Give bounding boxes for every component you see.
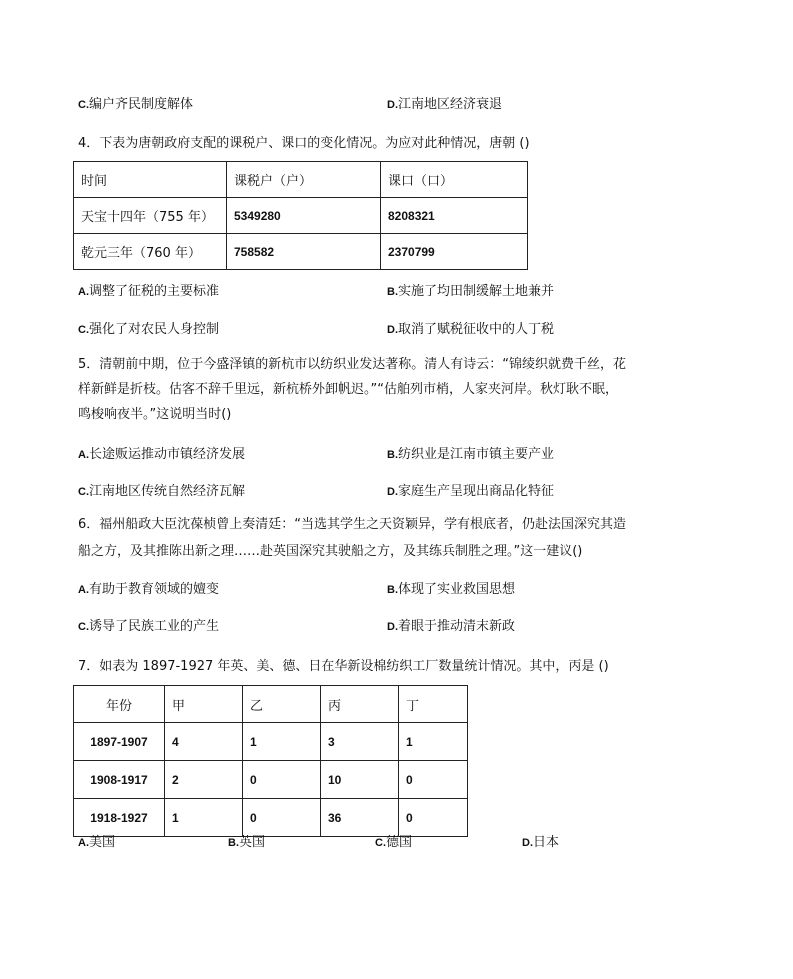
table-header-cell: 乙 xyxy=(243,686,321,723)
table-cell: 天宝十四年（755 年） xyxy=(74,198,227,234)
table-cell: 2370799 xyxy=(381,234,528,270)
table-cell: 4 xyxy=(165,723,243,761)
table-cell: 乾元三年（760 年） xyxy=(74,234,227,270)
q7-option-d: D.日本 xyxy=(522,835,560,850)
q7-option-a: A.美国 xyxy=(78,835,116,850)
table-header-cell: 课口（口） xyxy=(381,162,528,198)
table-cell: 1897-1907 xyxy=(74,723,165,761)
q4-option-d: D.取消了赋税征收中的人丁税 xyxy=(387,322,555,337)
table-cell: 36 xyxy=(321,799,399,837)
q5-option-b: B.纺织业是江南市镇主要产业 xyxy=(387,447,555,462)
table-cell: 1908-1917 xyxy=(74,761,165,799)
table-cell: 3 xyxy=(321,723,399,761)
table-header-row xyxy=(74,686,468,723)
q3-option-c: C.编户齐民制度解体 xyxy=(78,97,194,112)
table-row xyxy=(74,799,468,837)
q4-option-c: C.强化了对农民人身控制 xyxy=(78,322,220,337)
q6-stem-line1: 6．福州船政大臣沈葆桢曾上奏清廷：“当选其学生之天资颖异，学有根底者，仍赴法国深究其造 xyxy=(78,517,627,532)
q7-stem: 7．如表为 1897-1927 年英、美、德、日在华新设棉纺织工厂数量统计情况。其中，丙是 () xyxy=(78,659,609,674)
table-header-cell: 甲 xyxy=(165,686,243,723)
table-cell: 0 xyxy=(243,761,321,799)
table-cell: 0 xyxy=(399,761,468,799)
q5-option-d: D.家庭生产呈现出商品化特征 xyxy=(387,484,555,499)
q6-option-d: D.着眼于推动清末新政 xyxy=(387,619,516,634)
q5-option-a: A.长途贩运推动市镇经济发展 xyxy=(78,447,246,462)
q7-option-b: B.英国 xyxy=(228,835,266,850)
table-cell: 1 xyxy=(243,723,321,761)
table-cell: 10 xyxy=(321,761,399,799)
table-header-cell: 丙 xyxy=(321,686,399,723)
q4-option-b: B.实施了均田制缓解土地兼并 xyxy=(387,284,555,299)
q6-option-c: C.诱导了民族工业的产生 xyxy=(78,619,220,634)
table-cell: 758582 xyxy=(227,234,381,270)
q5-option-c: C.江南地区传统自然经济瓦解 xyxy=(78,484,246,499)
q5-stem-line3: 鸣梭响夜半。”这说明当时() xyxy=(78,407,232,422)
q4-stem: 4．下表为唐朝政府支配的课税户、课口的变化情况。为应对此种情况，唐朝 () xyxy=(78,136,530,151)
table-cell: 1 xyxy=(165,799,243,837)
table-row xyxy=(74,234,528,270)
q4-option-a: A.调整了征税的主要标准 xyxy=(78,284,220,299)
table-cell: 5349280 xyxy=(227,198,381,234)
q5-stem-line1: 5．清朝前中期，位于今盛泽镇的新杭市以纺织业发达著称。清人有诗云：“锦绫织就费千丝，花 xyxy=(78,357,627,372)
table-row xyxy=(74,723,468,761)
table-cell: 2 xyxy=(165,761,243,799)
q6-option-b: B.体现了实业救国思想 xyxy=(387,582,516,597)
q6-option-a: A.有助于教育领域的嬗变 xyxy=(78,582,220,597)
table-header-row xyxy=(74,162,528,198)
table-cell: 0 xyxy=(399,799,468,837)
table-cell: 1 xyxy=(399,723,468,761)
table-row xyxy=(74,198,528,234)
table-header-cell: 年份 xyxy=(74,686,165,723)
q6-stem-line2: 船之方，及其推陈出新之理……赴英国深究其驶船之方，及其练兵制胜之理。”这一建议() xyxy=(78,544,583,559)
table-cell: 8208321 xyxy=(381,198,528,234)
table-header-cell: 课税户（户） xyxy=(227,162,381,198)
q7-option-c: C.德国 xyxy=(375,835,413,850)
q5-stem-line2: 样新鲜是折枝。估客不辞千里远，新杭桥外卸帆迟。”“估舶列市梢，人家夹河岸。秋灯耿不眠， xyxy=(78,382,618,397)
q3-option-d: D.江南地区经济衰退 xyxy=(387,97,503,112)
table-row xyxy=(74,761,468,799)
q4-table xyxy=(73,161,528,270)
table-cell: 1918-1927 xyxy=(74,799,165,837)
table-header-cell: 丁 xyxy=(399,686,468,723)
q7-table xyxy=(73,685,468,837)
table-header-cell: 时间 xyxy=(74,162,227,198)
table-cell: 0 xyxy=(243,799,321,837)
